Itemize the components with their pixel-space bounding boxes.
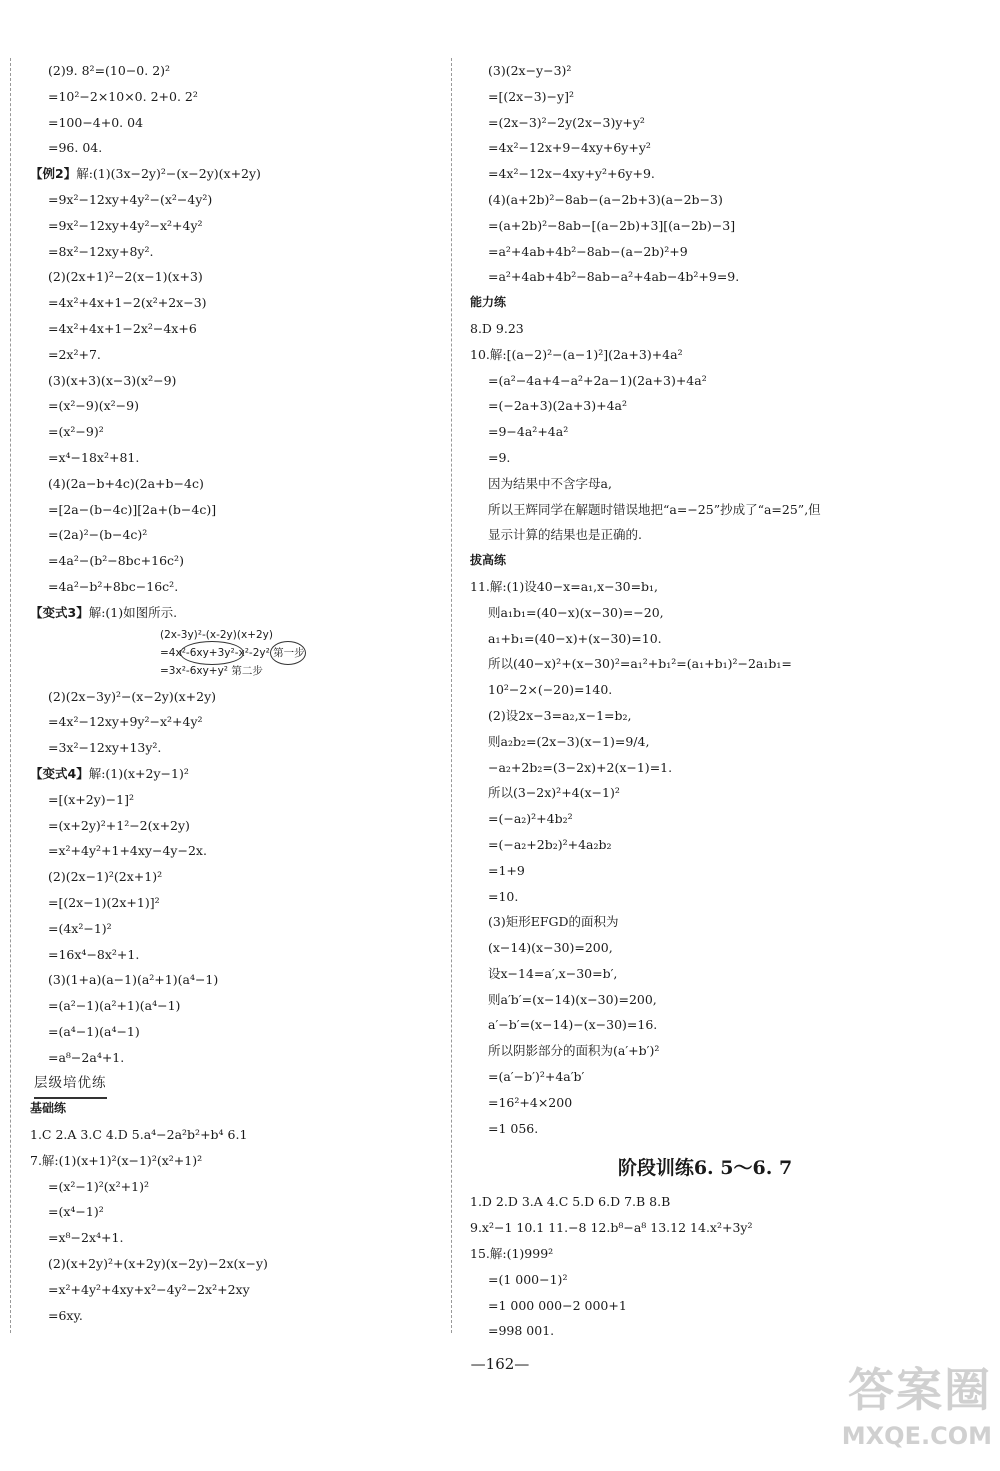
left-solutions-2 [30,684,440,1071]
circle-mark-1 [180,641,244,665]
solution-line [30,1225,440,1251]
solution-text: =9−4a²+4a² [488,424,569,440]
solution-text: 则a₂b₂=(2x−3)(x−1)=9/4, [488,733,650,749]
solution-text: (2)(2x−1)²(2x+1)² [48,869,163,885]
section-header [30,1070,440,1096]
solution-line [30,1174,440,1200]
solution-line [30,600,440,626]
solution-text: a′−b′=(x−14)−(x−30)=16. [488,1017,658,1033]
subsection-ability: 能力练 [470,295,507,310]
solution-text: 因为结果中不含字母a, [488,475,612,491]
solution-text: (2)(2x+1)²−2(x−1)(x+3) [48,269,203,285]
solution-text: =10²−2×10×0. 2+0. 2² [48,88,198,104]
solution-text: 15.解:(1)999² [470,1246,554,1262]
solution-text: =16x⁴−8x²+1. [48,946,140,962]
solution-line [470,806,940,832]
solution-text: 所以(3−2x)²+4(x−1)² [488,785,620,801]
solution-line [30,735,440,761]
solution-text: (3)(1+a)(a−1)(a²+1)(a⁴−1) [48,972,219,988]
solution-text: =x⁴−18x²+81. [48,449,140,465]
solution-text: =x²+4y²+1+4xy−4y−2x. [48,843,207,859]
solution-line [30,316,440,342]
solution-text: 所以阴影部分的面积为(a′+b′)² [488,1043,660,1059]
solution-text: =(1 000−1)² [488,1271,568,1287]
solution-text: 则a′b′=(x−14)(x−30)=200, [488,991,657,1007]
solution-line [470,342,940,368]
solution-text: =(x²−1)²(x²+1)² [48,1178,149,1194]
solution-text: =a²+4ab+4b²−8ab−(a−2b)²+9 [488,243,688,259]
solution-line [30,522,440,548]
solution-text: (2)(x+2y)²+(x+2y)(x−2y)−2x(x−y) [48,1256,268,1272]
solution-line [30,548,440,574]
solution-text: =[(x+2y)−1]² [48,791,134,807]
handwritten-line: =4x²-6xy+3y²-x²-2y² 第一步 [160,646,305,659]
solution-text: 解:(1)(x+2y−1)² [88,765,189,781]
solution-line [470,368,940,394]
solution-line [30,471,440,497]
solution-text: =x⁸−2x⁴+1. [48,1230,124,1246]
solution-line [30,239,440,265]
solution-line [470,264,940,290]
solution-text: 1.C 2.A 3.C 4.D 5.a⁴−2a²b²+b⁴ 6.1 [30,1127,248,1143]
right-solutions-1 [470,58,940,290]
watermark-logo-text: 答案圈 [848,1363,992,1417]
solution-text: =(a′−b′)²+4a′b′ [488,1069,585,1085]
solution-line [470,161,940,187]
solution-line [470,393,940,419]
solution-line [30,942,440,968]
handwritten-figure [160,626,440,680]
solution-text: =(a²−4a+4−a²+2a−1)(2a+3)+4a² [488,372,707,388]
solution-line [470,471,940,497]
solution-text: =(a²−1)(a²+1)(a⁴−1) [48,998,181,1014]
example-tag: 【变式3】 [30,604,89,620]
solution-line [470,1215,940,1241]
solution-line [30,1045,440,1071]
solution-text: 设x−14=a′,x−30=b′, [488,965,618,981]
solution-text: =1 000 000−2 000+1 [488,1297,627,1313]
solution-line [30,1148,440,1174]
left-solutions-1 [30,58,440,626]
solution-line [30,1019,440,1045]
solution-line [30,58,440,84]
solution-line [470,316,940,342]
solution-text: (2)设2x−3=a₂,x−1=b₂, [488,707,632,723]
solution-text: (4)(2a−b+4c)(2a+b−4c) [48,475,204,491]
left-column [30,58,440,1328]
solution-text: 7.解:(1)(x+1)²(x−1)²(x²+1)² [30,1152,203,1168]
solution-text: (4)(a+2b)²−8ab−(a−2b+3)(a−2b−3) [488,191,723,207]
solution-line [30,1122,440,1148]
solution-text: =4a²−(b²−8bc+16c²) [48,553,184,569]
solution-line [470,1267,940,1293]
solution-line [470,522,940,548]
solution-line [470,574,940,600]
solution-text: 1.D 2.D 3.A 4.C 5.D 6.D 7.B 8.B [470,1194,671,1210]
solution-line [470,626,940,652]
solution-text: 11.解:(1)设40−x=a₁,x−30=b₁, [470,578,659,594]
solution-line [30,967,440,993]
solution-line [30,393,440,419]
solution-line [30,813,440,839]
solution-text: =9x²−12xy+4y²−x²+4y² [48,217,203,233]
solution-line [470,755,940,781]
solution-line [30,993,440,1019]
left-solutions-3 [30,1122,440,1328]
solution-text: 解:(1)如图所示. [88,604,178,620]
solution-line [30,161,440,187]
solution-line [470,729,940,755]
solution-line [470,1012,940,1038]
column-divider [451,58,452,1333]
solution-line [470,600,940,626]
solution-text: =100−4+0. 04 [48,114,144,130]
solution-line [470,1090,940,1116]
right-solutions-2 [470,316,940,548]
solution-line [30,419,440,445]
handwritten-line: =3x²-6xy+y² 第二步 [160,664,263,677]
solution-line [470,135,940,161]
solution-text: −a₂+2b₂=(3−2x)+2(x−1)=1. [488,759,673,775]
solution-line [470,780,940,806]
solution-line [30,497,440,523]
solution-line [30,709,440,735]
section-title: 层级培优练 [34,1071,107,1099]
solution-text: =4a²−b²+8bc−16c². [48,578,179,594]
circle-mark-2 [270,641,306,665]
subsection-extend: 拔高练 [470,553,507,568]
solution-line [470,677,940,703]
solution-text: =(2a)²−(b−4c)² [48,527,148,543]
solution-line [30,213,440,239]
solution-text: =1 056. [488,1120,539,1136]
solution-text: 10²−2×(−20)=140. [488,682,613,698]
solution-line [470,497,940,523]
solution-line [30,290,440,316]
solution-text: =16²+4×200 [488,1094,573,1110]
solution-line [30,787,440,813]
solution-line [470,58,940,84]
solution-line [470,1318,940,1344]
solution-line [470,239,940,265]
solution-text: =(−a₂+2b₂)²+4a₂b₂ [488,836,612,852]
solution-text: (3)(2x−y−3)² [488,63,572,78]
solution-text: =(a⁴−1)(a⁴−1) [48,1023,140,1039]
solution-text: =8x²−12xy+8y². [48,243,154,259]
solution-text: =1+9 [488,862,525,878]
solution-line [470,445,940,471]
solution-line [30,445,440,471]
solution-text: (2)9. 8²=(10−0. 2)² [48,63,171,78]
solution-text: 显示计算的结果也是正确的. [488,527,642,543]
page-number: —162— [470,1355,530,1373]
solution-text: =9. [488,449,511,465]
solution-text: 解:(1)(3x−2y)²−(x−2y)(x+2y) [76,166,261,182]
solution-text: 所以(40−x)²+(x−30)²=a₁²+b₁²=(a₁+b₁)²−2a₁b₁= [488,656,792,672]
solution-line [470,1064,940,1090]
solution-line [470,419,940,445]
solution-line [470,858,940,884]
solution-text: 10.解:[(a−2)²−(a−1)²](2a+3)+4a² [470,346,683,362]
solution-text: =(2x−3)²−2y(2x−3)y+y² [488,114,645,130]
solution-text: 8.D 9.23 [470,320,524,336]
watermark-logo [812,1360,992,1465]
solution-text: =6xy. [48,1307,83,1323]
solution-text: 9.x²−1 10.1 11.−8 12.b⁸−a⁸ 13.12 14.x²+3y² [470,1220,753,1236]
solution-line [470,987,940,1013]
solution-line [470,1189,940,1215]
stage-title: 阶段训练6. 5～6. 7 [617,1157,793,1180]
solution-line [30,264,440,290]
solution-text: =4x²−12x+9−4xy+6y+y² [488,140,651,156]
solution-text: =(x²−9)² [48,424,104,440]
solution-line [30,84,440,110]
solution-text: =a⁸−2a⁴+1. [48,1049,125,1065]
example-tag: 【例2】 [30,166,77,182]
solution-text: =(x²−9)(x²−9) [48,398,139,414]
solution-line [30,574,440,600]
solution-line [470,1293,940,1319]
solution-line [470,703,940,729]
handwritten-line: (2x-3y)²-(x-2y)(x+2y) [160,628,273,641]
solution-text: =998 001. [488,1323,555,1339]
solution-text: =3x²−12xy+13y². [48,740,162,756]
solution-line [30,1251,440,1277]
solution-line [30,1303,440,1329]
watermark-url: MXQE.COM [841,1422,992,1450]
solution-line [470,213,940,239]
solution-text: =a²+4ab+4b²−8ab−a²+4ab−4b²+9=9. [488,269,740,285]
solution-line [30,1277,440,1303]
solution-line [30,342,440,368]
solution-text: =x²+4y²+4xy+x²−4y²−2x²+2xy [48,1281,250,1297]
solution-text: =(−a₂)²+4b₂² [488,811,573,827]
solution-line [470,884,940,910]
solution-text: (2)(2x−3y)²−(x−2y)(x+2y) [48,688,217,704]
solution-line [470,832,940,858]
solution-text: =(4x²−1)² [48,920,112,936]
subsection-basic: 基础练 [30,1101,67,1116]
solution-line [470,651,940,677]
solution-text: =2x²+7. [48,346,101,362]
solution-line [30,890,440,916]
solution-line [470,187,940,213]
solution-line [470,961,940,987]
solution-text: a₁+b₁=(40−x)+(x−30)=10. [488,630,662,646]
solution-line [30,864,440,890]
example-tag: 【变式4】 [30,765,89,781]
solution-line [470,935,940,961]
solution-text: =(x+2y)²+1²−2(x+2y) [48,817,190,833]
solution-line [30,187,440,213]
solution-text: =96. 04. [48,140,103,156]
solution-text: (3)(x+3)(x−3)(x²−9) [48,372,177,388]
solution-text: =(−2a+3)(2a+3)+4a² [488,398,628,414]
solution-text: =4x²−12xy+9y²−x²+4y² [48,714,203,730]
right-column [470,58,940,1344]
solution-line [30,135,440,161]
solution-line [30,1199,440,1225]
solution-line [30,684,440,710]
solution-line [470,84,940,110]
solution-text: =(x⁴−1)² [48,1204,104,1220]
solution-line [30,368,440,394]
solution-text: =[2a−(b−4c)][2a+(b−4c)] [48,501,217,517]
solution-text: =10. [488,888,519,904]
solution-line [30,761,440,787]
solution-text: (3)矩形EFGD的面积为 [488,914,619,930]
solution-text: 所以王辉同学在解题时错误地把“a=−25”抄成了“a=25”,但 [488,501,821,517]
right-solutions-3 [470,574,940,1142]
solution-line [470,909,940,935]
solution-text: 则a₁b₁=(40−x)(x−30)=−20, [488,604,664,620]
solution-text: =4x²−12x−4xy+y²+6y+9. [488,166,655,182]
solution-text: =[(2x−1)(2x+1)]² [48,894,160,910]
solution-line [30,110,440,136]
solution-text: =4x²+4x+1−2(x²+2x−3) [48,295,207,311]
solution-line [470,1038,940,1064]
left-margin-rule [10,58,11,1333]
solution-line [30,916,440,942]
solution-line [470,110,940,136]
solution-line [30,838,440,864]
solution-line [470,1116,940,1142]
solution-text: =9x²−12xy+4y²−(x²−4y²) [48,191,213,207]
right-solutions-4 [470,1189,940,1344]
solution-text: =4x²+4x+1−2x²−4x+6 [48,320,197,336]
solution-text: =[(2x−3)−y]² [488,88,574,104]
solution-line [470,1241,940,1267]
solution-text: (x−14)(x−30)=200, [488,940,613,956]
solution-text: =(a+2b)²−8ab−[(a−2b)+3][(a−2b)−3] [488,217,736,233]
